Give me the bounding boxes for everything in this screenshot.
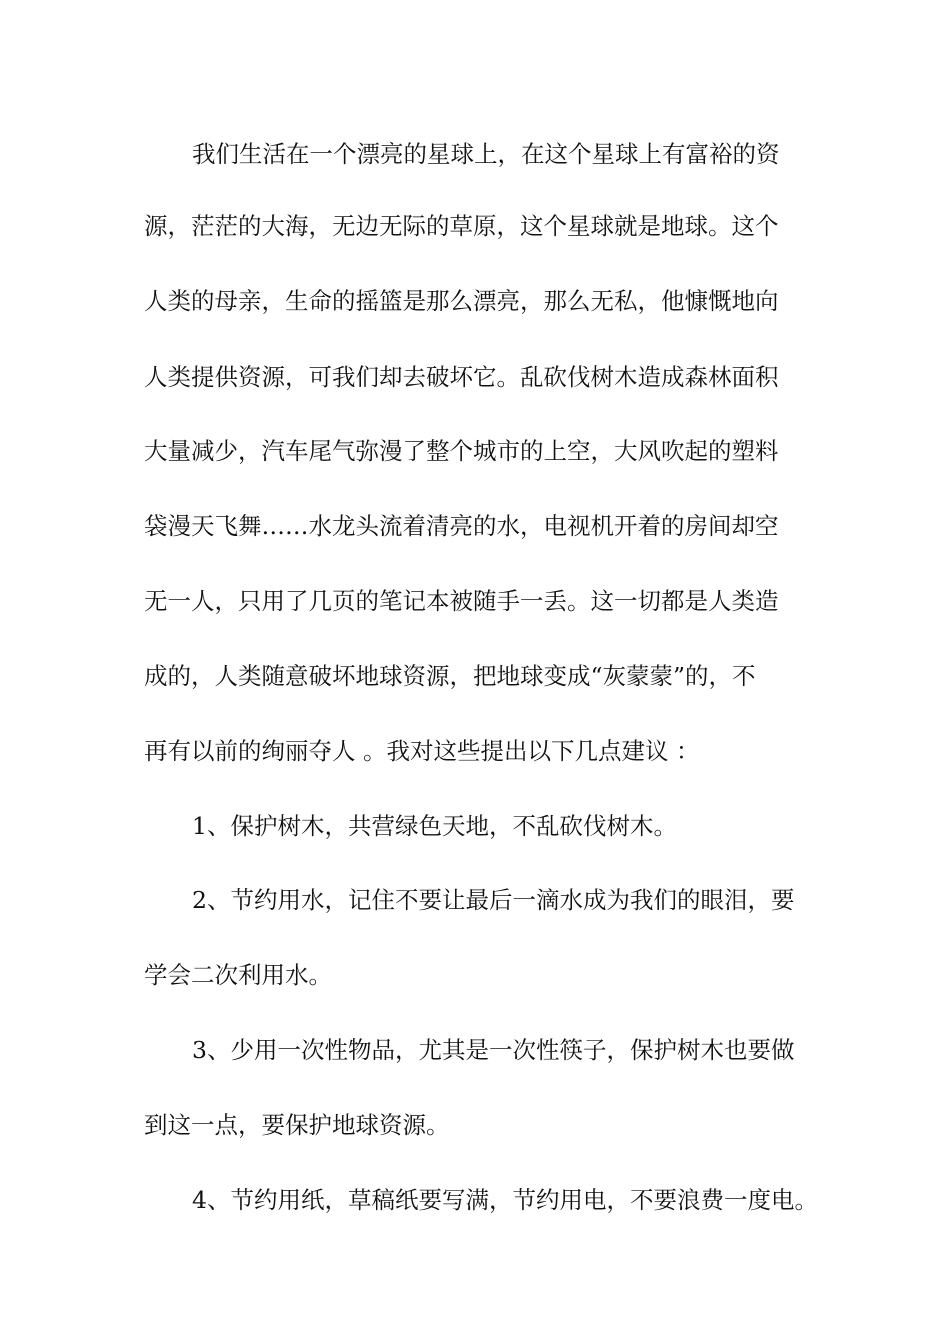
text-line: 大量减少，汽车尾气弥漫了整个城市的上空，大风吹起的塑料 bbox=[144, 437, 779, 465]
text-line: 人类的母亲，生命的摇篮是那么漂亮，那么无私，他慷慨地向 bbox=[144, 287, 779, 315]
text-line: 无一人，只用了几页的笔记本被随手一丢。这一切都是人类造 bbox=[144, 587, 779, 615]
list-item-2: 2、节约用水，记住不要让最后一滴水成为我们的眼泪，要 bbox=[192, 886, 795, 914]
text-line: 袋漫天飞舞……水龙头流着清亮的水，电视机开着的房间却空 bbox=[144, 512, 779, 540]
list-item-4: 4、节约用纸，草稿纸要写满，节约用电，不要浪费一度电。 bbox=[192, 1186, 818, 1214]
text-line: 再有以前的绚丽夺人 。我对这些提出以下几点建议 ： bbox=[144, 737, 700, 765]
text-line: 人类提供资源，可我们却去破坏它。乱砍伐树木造成森林面积 bbox=[144, 363, 779, 391]
list-item-3-continued: 到这一点，要保护地球资源。 bbox=[144, 1111, 450, 1139]
text-line: 源，茫茫的大海，无边无际的草原，这个星球就是地球。这个 bbox=[144, 212, 779, 240]
list-item-1: 1、保护树木，共营绿色天地，不乱砍伐树木。 bbox=[192, 812, 677, 840]
text-line: 成的，人类随意破坏地球资源，把地球变成“灰蒙蒙”的，不 bbox=[144, 662, 756, 690]
list-item-2-continued: 学会二次利用水。 bbox=[144, 961, 332, 989]
text-line: 我们生活在一个漂亮的星球上，在这个星球上有富裕的资 bbox=[192, 140, 780, 168]
list-item-3: 3、少用一次性物品，尤其是一次性筷子，保护树木也要做 bbox=[192, 1036, 795, 1064]
